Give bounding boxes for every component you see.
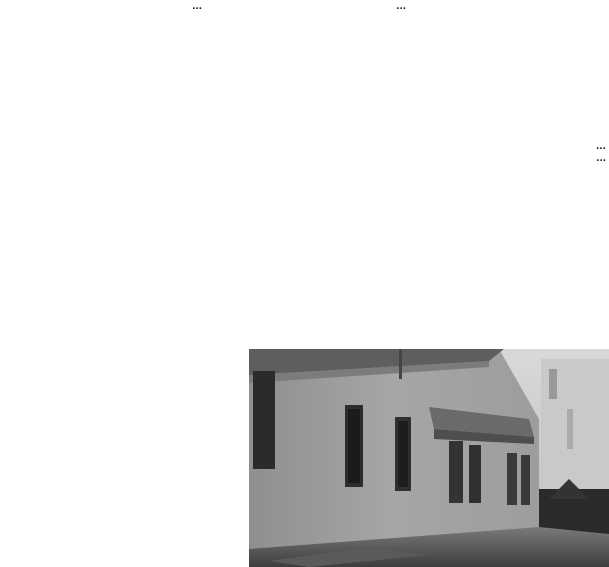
article-text-right: ... — [596, 153, 606, 164]
article-photo — [249, 349, 609, 567]
building-photo-image — [249, 349, 609, 567]
article-column-middle — [216, 2, 406, 336]
article-column-left — [12, 2, 202, 564]
article-column-right — [416, 140, 606, 340]
article-text-left: ... — [192, 2, 202, 12]
section-heading: ... — [595, 142, 606, 152]
article-text-middle: ... — [396, 2, 406, 12]
